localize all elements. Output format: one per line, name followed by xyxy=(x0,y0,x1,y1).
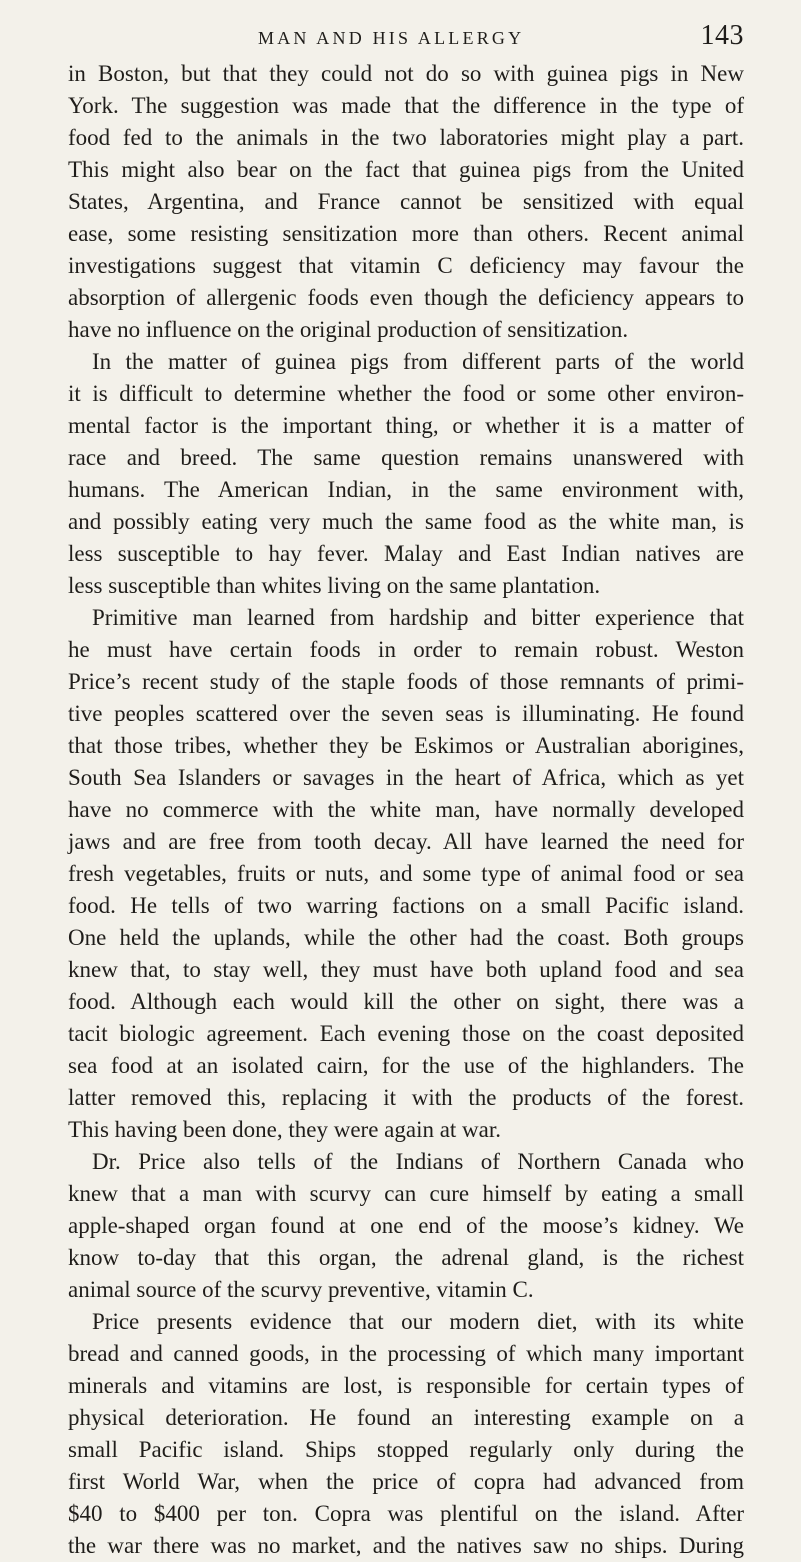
text-line: bread and canned goods, in the processing of which many important xyxy=(68,1341,744,1366)
text-line: mental factor is the important thing, or whether it is a matter of xyxy=(68,413,744,438)
text-line: latter removed this, replacing it with the products of the forest. xyxy=(68,1085,744,1110)
text-line: $40 to $400 per ton. Copra was plentiful on the island. After xyxy=(68,1501,744,1526)
text-line: Dr. Price also tells of the Indians of Northern Canada who xyxy=(92,1149,744,1174)
text-line: fresh vegetables, fruits or nuts, and some type of animal food or sea xyxy=(68,861,744,886)
text-line: food. Although each would kill the other on sight, there was a xyxy=(68,989,744,1014)
text-line: States, Argentina, and France cannot be sensitized with equal xyxy=(68,189,744,214)
text-line: in Boston, but that they could not do so with guinea pigs in New xyxy=(68,61,744,86)
text-line: it is difficult to determine whether the food or some other environ- xyxy=(68,381,744,406)
text-line: and possibly eating very much the same food as the white man, is xyxy=(68,509,744,534)
text-line: ease, some resisting sensitization more than others. Recent animal xyxy=(68,221,744,246)
text-line: food. He tells of two warring factions on a small Pacific island. xyxy=(68,893,744,918)
text-line: Price presents evidence that our modern diet, with its white xyxy=(92,1309,744,1334)
text-line: South Sea Islanders or savages in the heart of Africa, which as yet xyxy=(68,765,744,790)
text-line: food fed to the animals in the two laboratories might play a part. xyxy=(68,125,744,150)
text-line: In the matter of guinea pigs from different parts of the world xyxy=(92,349,744,374)
text-line: he must have certain foods in order to remain robust. Weston xyxy=(68,637,744,662)
text-line: apple-shaped organ found at one end of the moose’s kidney. We xyxy=(68,1213,744,1238)
text-line: Primitive man learned from hardship and bitter experience that xyxy=(92,605,744,630)
text-line: minerals and vitamins are lost, is responsible for certain types of xyxy=(68,1373,744,1398)
text-line: tacit biologic agreement. Each evening those on the coast deposited xyxy=(68,1021,744,1046)
text-line: animal source of the scurvy preventive, vitamin C. xyxy=(68,1277,534,1302)
text-line: investigations suggest that vitamin C deficiency may favour the xyxy=(68,253,744,278)
text-line: that those tribes, whether they be Eskimos or Australian aborigines, xyxy=(68,733,744,758)
text-line: the war there was no market, and the natives saw no ships. During xyxy=(68,1533,744,1558)
text-line: first World War, when the price of copra had advanced from xyxy=(68,1469,744,1494)
text-line: have no influence on the original production of sensitization. xyxy=(68,317,629,342)
text-line: This having been done, they were again at war. xyxy=(68,1117,502,1142)
body-text xyxy=(68,58,744,1562)
text-line: have no commerce with the white man, have normally developed xyxy=(68,797,744,822)
text-line: One held the uplands, while the other had the coast. Both groups xyxy=(68,925,744,950)
text-line: jaws and are free from tooth decay. All have learned the need for xyxy=(68,829,744,854)
text-line: York. The suggestion was made that the difference in the type of xyxy=(68,93,744,118)
text-line: This might also bear on the fact that guinea pigs from the United xyxy=(68,157,744,182)
page-number: 143 xyxy=(700,20,744,51)
text-line: absorption of allergenic foods even though the deficiency appears to xyxy=(68,285,744,310)
text-line: sea food at an isolated cairn, for the use of the highlanders. The xyxy=(68,1053,744,1078)
running-head: MAN AND HIS ALLERGY xyxy=(258,28,525,48)
text-line: less susceptible to hay fever. Malay and East Indian natives are xyxy=(68,541,744,566)
text-line: humans. The American Indian, in the same environment with, xyxy=(68,477,744,502)
page-header xyxy=(68,20,744,50)
text-line: Price’s recent study of the staple foods of those remnants of primi- xyxy=(68,669,744,694)
text-line: tive peoples scattered over the seven seas is illuminating. He found xyxy=(68,701,744,726)
text-line: small Pacific island. Ships stopped regularly only during the xyxy=(68,1437,744,1462)
text-line: race and breed. The same question remains unanswered with xyxy=(68,445,744,470)
text-line: knew that a man with scurvy can cure himself by eating a small xyxy=(68,1181,744,1206)
text-line: physical deterioration. He found an interesting example on a xyxy=(68,1405,744,1430)
text-line: knew that, to stay well, they must have both upland food and sea xyxy=(68,957,744,982)
text-line: less susceptible than whites living on the same plantation. xyxy=(68,573,601,598)
text-line: know to-day that this organ, the adrenal gland, is the richest xyxy=(68,1245,744,1270)
